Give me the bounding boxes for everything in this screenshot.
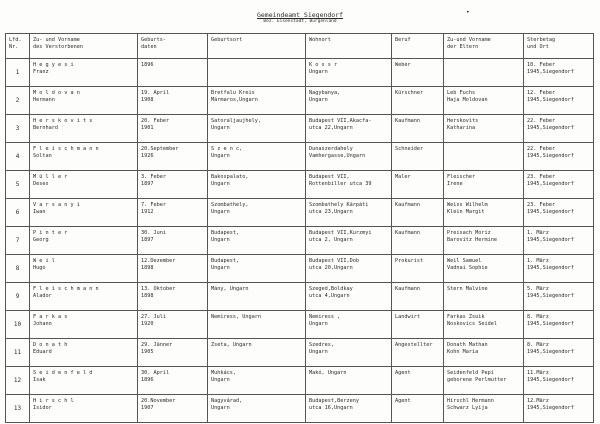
birth-line: 12.Dezember <box>141 258 176 264</box>
cell-name <box>30 283 138 311</box>
column-header-line: Geburts- <box>141 37 166 43</box>
cell-name <box>30 339 138 367</box>
birth-line: 27. Juli <box>141 314 166 320</box>
residence-line: K o s s r <box>309 62 338 68</box>
table-header-row <box>6 34 594 59</box>
row-number: 4 <box>6 143 30 171</box>
birthplace-line: Mány, Ungarn <box>211 286 249 292</box>
name-line: Hermann <box>33 96 55 103</box>
residence-line: Szedres, <box>309 342 334 348</box>
parents-line: Haja Moldovan <box>447 96 488 103</box>
birthplace-line: Ungarn <box>211 180 230 187</box>
column-header-line: der Eltern <box>447 43 479 50</box>
row-number: 6 <box>6 199 30 227</box>
cell-residence <box>306 143 392 171</box>
parents-line: geborene Perlmutter <box>447 376 507 383</box>
cell-death <box>524 115 594 143</box>
death-line: 1945,Siegendorf <box>527 348 574 355</box>
name-line: V a r s a n y i <box>33 202 80 208</box>
table-row <box>6 255 594 283</box>
cell-residence <box>306 367 392 395</box>
residence-line: Dunaszerdahely <box>309 146 353 152</box>
cell-parents <box>444 339 524 367</box>
cell-birthplace <box>208 59 306 87</box>
residence-line: Ungarn <box>309 96 328 103</box>
cell-profession: Agent <box>392 395 444 423</box>
office-subtitle: Bez. Eisenstadt, Burgenland <box>263 19 337 25</box>
name-line: H i r s c h l <box>33 398 74 404</box>
birthplace-line: Ungarn <box>211 404 230 411</box>
cell-parents <box>444 395 524 423</box>
death-line: 1. März <box>527 258 549 264</box>
column-header-line: Zu-und Vorname <box>447 37 491 43</box>
cell-residence <box>306 171 392 199</box>
column-header-nr <box>6 34 30 59</box>
death-line: 11.März <box>527 370 549 376</box>
death-line: 1945,Siegendorf <box>527 404 574 411</box>
residence-line: utca 23,Ungarn <box>309 208 353 215</box>
row-number: 10 <box>6 311 30 339</box>
name-line: Iwan <box>33 208 46 215</box>
birth-line: 19. April <box>141 90 170 96</box>
birth-line: 1898 <box>141 292 154 299</box>
cell-residence <box>306 311 392 339</box>
birthplace-line: Ungarn <box>211 236 230 243</box>
cell-birth <box>138 87 208 115</box>
cell-profession: Maler <box>392 171 444 199</box>
cell-parents <box>444 283 524 311</box>
birthplace-line: Muhkács, <box>211 370 236 376</box>
column-header-line: Sterbetag <box>527 37 556 43</box>
parents-line: Fleischer <box>447 174 476 180</box>
table-row <box>6 395 594 423</box>
residence-line: Ungarn <box>309 68 328 75</box>
residence-line: utca 16,Ungarn <box>309 404 353 411</box>
birthplace-line: Nagyvárad, <box>211 398 243 404</box>
column-header-line: Zu- und Vorname <box>33 37 80 43</box>
cell-birthplace <box>208 87 306 115</box>
cell-birthplace <box>208 255 306 283</box>
column-header-line: und Ort <box>527 43 549 50</box>
name-line: F l e i s c h m a n n <box>33 146 99 152</box>
cell-birth <box>138 311 208 339</box>
death-line: 8. März <box>527 314 549 320</box>
column-header-death <box>524 34 594 59</box>
residence-line: Budapest VII, <box>309 174 350 180</box>
cell-name <box>30 395 138 423</box>
column-header-line: Geburtsort <box>211 37 243 43</box>
cell-residence <box>306 199 392 227</box>
birthplace-line: Ungarn <box>211 264 230 271</box>
name-line: P i n t e r <box>33 230 68 236</box>
death-line: 1945,Siegendorf <box>527 180 574 187</box>
death-line: 1945,Siegendorf <box>527 152 574 159</box>
cell-name <box>30 255 138 283</box>
document-header <box>0 12 600 25</box>
cell-residence <box>306 339 392 367</box>
name-line: Georg <box>33 236 49 243</box>
residence-line: Budapest,Berzeny <box>309 398 359 404</box>
cell-name <box>30 171 138 199</box>
cell-profession: Angestellter <box>392 339 444 367</box>
birth-line: 29. Jänner <box>141 342 173 348</box>
residence-line: utca 22,Ungarn <box>309 124 353 131</box>
cell-birthplace <box>208 143 306 171</box>
table-body <box>6 59 594 423</box>
table-row <box>6 171 594 199</box>
corner-mark: • <box>466 9 470 16</box>
birth-line: 7. Feber <box>141 202 166 208</box>
cell-residence <box>306 283 392 311</box>
residence-line: Nemiress , <box>309 314 341 320</box>
row-number: 2 <box>6 87 30 115</box>
parents-line: Schwarz Lyija <box>447 404 488 411</box>
cell-birth <box>138 367 208 395</box>
column-header-profession <box>392 34 444 59</box>
cell-birth <box>138 59 208 87</box>
row-number: 13 <box>6 395 30 423</box>
birthplace-line: Satoraljaujhely, <box>211 118 261 124</box>
column-header-line: Wohnort <box>309 37 331 43</box>
birth-line: 20.November <box>141 398 176 404</box>
name-line: M ü l l e r <box>33 174 68 180</box>
death-line: 12.März <box>527 398 549 404</box>
cell-profession: Prokurist <box>392 255 444 283</box>
row-number: 8 <box>6 255 30 283</box>
cell-residence <box>306 227 392 255</box>
column-header-line: Beruf <box>395 37 411 43</box>
row-number: 9 <box>6 283 30 311</box>
parents-line: Herskovits <box>447 118 479 124</box>
parents-line: Leb Fuchs <box>447 90 476 96</box>
name-line: Hugo <box>33 264 46 271</box>
residence-line: Nagybanya, <box>309 90 341 96</box>
birth-line: 20. Feber <box>141 118 170 124</box>
table-row <box>6 311 594 339</box>
cell-name <box>30 87 138 115</box>
birth-line: 13. Oktober <box>141 286 176 292</box>
birth-line: 1920 <box>141 320 154 327</box>
death-line: 23. Feber <box>527 174 556 180</box>
column-header-birth <box>138 34 208 59</box>
cell-birthplace <box>208 115 306 143</box>
cell-parents <box>444 311 524 339</box>
column-header-line: des Verstorbenen <box>33 43 83 50</box>
cell-name <box>30 143 138 171</box>
cell-death <box>524 199 594 227</box>
cell-death <box>524 87 594 115</box>
name-line: Alador <box>33 292 52 299</box>
name-line: Isidor <box>33 404 52 411</box>
name-line: F l e i s c h m a n n <box>33 286 99 292</box>
residence-line: Budapest VII,Akacfa- <box>309 118 372 124</box>
cell-birth <box>138 115 208 143</box>
cell-residence <box>306 87 392 115</box>
death-line: 1945,Siegendorf <box>527 292 574 299</box>
column-header-parents <box>444 34 524 59</box>
cell-parents <box>444 199 524 227</box>
cell-birthplace <box>208 395 306 423</box>
death-line: 5. März <box>527 286 549 292</box>
column-header-line: daten <box>141 43 157 50</box>
birthplace-line: Budapest, <box>211 230 240 236</box>
column-header-residence <box>306 34 392 59</box>
death-line: 1945,Siegendorf <box>527 236 574 243</box>
table-row <box>6 283 594 311</box>
cell-birth <box>138 143 208 171</box>
cell-profession: Schneider <box>392 143 444 171</box>
parents-line: Katharina <box>447 124 476 131</box>
parents-line: Preisach Moriz <box>447 230 491 236</box>
cell-parents <box>444 87 524 115</box>
parents-line: Weil Samuel <box>447 258 482 264</box>
cell-name <box>30 311 138 339</box>
table-row <box>6 143 594 171</box>
table-row <box>6 59 594 87</box>
cell-birthplace <box>208 339 306 367</box>
birthplace-line: Ungarn <box>211 376 230 383</box>
name-line: Franz <box>33 68 49 75</box>
cell-parents <box>444 227 524 255</box>
cell-birth <box>138 199 208 227</box>
parents-line: Irene <box>447 180 463 187</box>
cell-death <box>524 339 594 367</box>
birthplace-line: S z e n c, <box>211 146 243 152</box>
death-line: 1. März <box>527 230 549 236</box>
residence-line: utca 4,Ungarn <box>309 292 350 299</box>
column-header-line: Lfd. <box>9 37 22 43</box>
birth-line: 1896 <box>141 62 154 68</box>
cell-residence <box>306 115 392 143</box>
birth-line: 1907 <box>141 404 154 411</box>
death-line: 1945,Siegendorf <box>527 68 574 75</box>
residence-line: utca 20,Ungarn <box>309 264 353 271</box>
birthplace-line: Budapest, <box>211 258 240 264</box>
birth-line: 1898 <box>141 264 154 271</box>
name-line: Isak <box>33 376 46 383</box>
row-number: 7 <box>6 227 30 255</box>
cell-death <box>524 171 594 199</box>
parents-line: Hirschl Hermann <box>447 398 494 404</box>
cell-birthplace <box>208 367 306 395</box>
death-line: 1945,Siegendorf <box>527 376 574 383</box>
cell-birth <box>138 395 208 423</box>
cell-profession: Kaufmann <box>392 283 444 311</box>
birthplace-line: Ungarn <box>211 208 230 215</box>
cell-parents <box>444 255 524 283</box>
residence-line: Ungarn <box>309 320 328 327</box>
cell-residence <box>306 255 392 283</box>
name-line: Deses <box>33 180 49 187</box>
birthplace-line: Bretfalu Kreis <box>211 90 255 96</box>
row-number: 1 <box>6 59 30 87</box>
column-header-name <box>30 34 138 59</box>
table-row <box>6 115 594 143</box>
cell-death <box>524 283 594 311</box>
parents-line: Kohn Maria <box>447 348 479 355</box>
cell-parents <box>444 367 524 395</box>
name-line: D o n a t h <box>33 342 68 348</box>
cell-death <box>524 59 594 87</box>
cell-name <box>30 367 138 395</box>
cell-profession: Kaufmann <box>392 115 444 143</box>
cell-parents <box>444 143 524 171</box>
name-line: Johann <box>33 320 52 327</box>
table-row <box>6 199 594 227</box>
residence-line: Ungarn <box>309 348 328 355</box>
death-line: 10. Feber <box>527 62 556 68</box>
cell-death <box>524 395 594 423</box>
cell-birthplace <box>208 311 306 339</box>
cell-birth <box>138 339 208 367</box>
birth-line: 1905 <box>141 348 154 355</box>
table-row <box>6 87 594 115</box>
name-line: S e i d e n f e l d <box>33 370 93 376</box>
cell-residence <box>306 59 392 87</box>
death-line: 22. Feber <box>527 146 556 152</box>
death-line: 22. Feber <box>527 118 556 124</box>
name-line: H e g y e s i <box>33 62 74 68</box>
name-line: Bernhard <box>33 124 58 131</box>
cell-parents <box>444 171 524 199</box>
cell-name <box>30 115 138 143</box>
column-header-line: Nr. <box>9 43 19 50</box>
birth-line: 3. Feber <box>141 174 166 180</box>
death-line: 8. März <box>527 342 549 348</box>
row-number: 12 <box>6 367 30 395</box>
residence-line: Budapest VII,Kurzmyi <box>309 230 372 236</box>
cell-birth <box>138 227 208 255</box>
birth-line: 1926 <box>141 152 154 159</box>
birthplace-line: Szombathely, <box>211 202 249 208</box>
residence-line: Budapest VII,Dob <box>309 258 359 264</box>
table-row <box>6 367 594 395</box>
birthplace-line: Ungarn <box>211 124 230 131</box>
row-number: 5 <box>6 171 30 199</box>
birth-line: 1896 <box>141 376 154 383</box>
parents-line: Farkas Zsuik <box>447 314 485 320</box>
death-line: 1945,Siegendorf <box>527 96 574 103</box>
office-title: Gemeindeamt Siegendorf <box>256 11 344 19</box>
birthplace-line: Mármaros,Ungarn <box>211 96 258 103</box>
cell-name <box>30 227 138 255</box>
name-line: W e i l <box>33 258 55 264</box>
cell-birth <box>138 171 208 199</box>
cell-residence <box>306 395 392 423</box>
birth-line: 1897 <box>141 180 154 187</box>
cell-profession: Kaufmann <box>392 227 444 255</box>
parents-line: Weiss Wilhelm <box>447 202 488 208</box>
cell-birth <box>138 283 208 311</box>
birth-line: 30. April <box>141 370 170 376</box>
death-line: 1945,Siegendorf <box>527 264 574 271</box>
death-line: 1945,Siegendorf <box>527 208 574 215</box>
birth-line: 30. Juni <box>141 230 166 236</box>
birth-line: 20.September <box>141 146 179 152</box>
parents-line: Barovitz Hermine <box>447 236 497 243</box>
cell-death <box>524 143 594 171</box>
name-line: H e r s k o v i t s <box>33 118 93 124</box>
name-line: F a r k a s <box>33 314 68 320</box>
table-row <box>6 227 594 255</box>
cell-profession: Kaufmann <box>392 199 444 227</box>
birthplace-line: Zseta, Ungarn <box>211 342 252 348</box>
cell-birthplace <box>208 227 306 255</box>
parents-line: Stern Malvine <box>447 286 488 292</box>
parents-line: Seidenfeld Pepi <box>447 370 494 376</box>
cell-name <box>30 59 138 87</box>
table-row <box>6 339 594 367</box>
cell-parents <box>444 59 524 87</box>
birth-line: 1908 <box>141 96 154 103</box>
cell-birthplace <box>208 199 306 227</box>
residence-line: Rottenbiller utca 39 <box>309 180 372 187</box>
parents-line: Vadnai Sophie <box>447 264 488 271</box>
residence-line: Szeged,Boldkay <box>309 286 353 292</box>
cell-death <box>524 227 594 255</box>
residence-line: utca 2, Ungarn <box>309 236 353 243</box>
residence-line: Makó, Ungarn <box>309 370 347 376</box>
death-line: 12. Feber <box>527 90 556 96</box>
birth-line: 1901 <box>141 124 154 131</box>
cell-death <box>524 367 594 395</box>
death-line: 1945,Siegendorf <box>527 124 574 131</box>
cell-parents <box>444 115 524 143</box>
parents-line: Klein Margit <box>447 208 485 215</box>
name-line: M o l d o v a n <box>33 90 80 96</box>
name-line: Soltan <box>33 152 52 159</box>
row-number: 11 <box>6 339 30 367</box>
residence-line: Vamhergasse,Ungarn <box>309 152 366 159</box>
cell-name <box>30 199 138 227</box>
name-line: Eduard <box>33 348 52 355</box>
birthplace-line: Nemiress, Ungarn <box>211 314 261 320</box>
cell-birthplace <box>208 283 306 311</box>
parents-line: Donath Mathan <box>447 342 488 348</box>
parents-line: Noskovics Seidel <box>447 320 497 327</box>
cell-profession: Agent <box>392 367 444 395</box>
death-line: 1945,Siegendorf <box>527 320 574 327</box>
birthplace-line: Bakospalato, <box>211 174 249 180</box>
death-line: 23. Feber <box>527 202 556 208</box>
cell-birthplace <box>208 171 306 199</box>
cell-profession: Landwirt <box>392 311 444 339</box>
column-header-birthplace <box>208 34 306 59</box>
cell-death <box>524 311 594 339</box>
death-register-table <box>5 33 594 423</box>
residence-line: Szombathely Kárpáti <box>309 202 369 208</box>
cell-profession: Weber <box>392 59 444 87</box>
birthplace-line: Ungarn <box>211 152 230 159</box>
row-number: 3 <box>6 115 30 143</box>
birth-line: 1897 <box>141 236 154 243</box>
birth-line: 1912 <box>141 208 154 215</box>
cell-birth <box>138 255 208 283</box>
cell-profession: Kürschner <box>392 87 444 115</box>
cell-death <box>524 255 594 283</box>
